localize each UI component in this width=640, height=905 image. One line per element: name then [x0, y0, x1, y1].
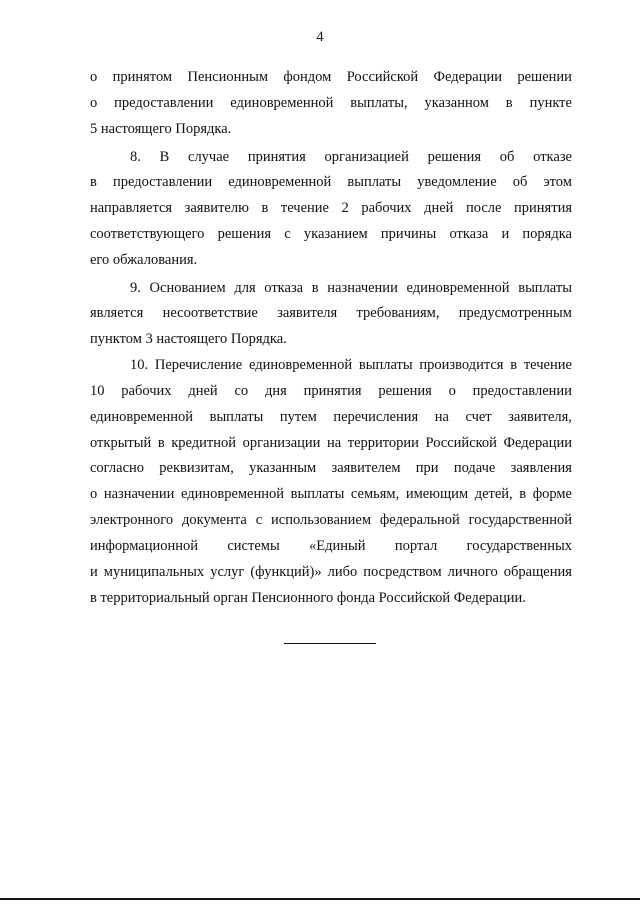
- word: течение: [523, 357, 572, 373]
- word: дня: [264, 383, 287, 399]
- word: организации: [242, 435, 321, 451]
- word: назначении: [327, 280, 398, 296]
- text-line: [90, 199, 572, 217]
- text-line: в территориальный орган Пенсионного фонда Российской Федерации.: [90, 590, 526, 606]
- word: несоответствие: [162, 305, 258, 321]
- word: заявления: [510, 460, 572, 476]
- text-line: [90, 563, 572, 581]
- word: решения: [217, 226, 272, 242]
- word: документа: [181, 512, 247, 528]
- word: принятия: [303, 383, 362, 399]
- word: либо: [327, 564, 358, 580]
- word: принятия: [247, 149, 306, 165]
- word: в: [157, 435, 165, 451]
- word: решения: [378, 383, 432, 399]
- word: имеющим: [405, 486, 469, 502]
- text-line: [90, 511, 572, 529]
- word: выплаты: [209, 409, 264, 425]
- text-line: 5 настоящего Порядка.: [90, 121, 232, 137]
- word: территории: [347, 435, 419, 451]
- text-line: [90, 304, 572, 322]
- text-line: [90, 68, 572, 86]
- word: В: [159, 149, 170, 165]
- word: личного: [447, 564, 498, 580]
- text-line: [90, 485, 572, 503]
- word: Пенсионным: [187, 69, 269, 85]
- word: предоставлении: [472, 383, 572, 399]
- word: детей,: [474, 486, 513, 502]
- word: течение: [280, 200, 329, 216]
- word: открытый: [90, 435, 152, 451]
- word: единовременной: [228, 174, 332, 190]
- word: является: [90, 305, 144, 321]
- word: в: [90, 174, 97, 190]
- text-line: [90, 225, 572, 243]
- word: предоставлении: [112, 174, 213, 190]
- word: организацией: [324, 149, 409, 165]
- word: и: [90, 564, 98, 580]
- word: перечисления: [333, 409, 419, 425]
- text-line: [90, 94, 572, 112]
- word: Федерации: [433, 69, 502, 85]
- word: выплаты: [518, 280, 572, 296]
- word: на: [434, 409, 449, 425]
- word: государственной: [468, 512, 572, 528]
- text-line: пунктом 3 настоящего Порядка.: [90, 331, 287, 347]
- word: портал: [394, 538, 438, 554]
- word: о: [448, 383, 456, 399]
- word: выплаты: [290, 486, 345, 502]
- word: заявителю: [184, 200, 249, 216]
- word: с: [255, 512, 263, 528]
- word: на: [326, 435, 342, 451]
- word: со: [234, 383, 249, 399]
- word: единовременной: [230, 95, 334, 111]
- word: заявителя,: [508, 409, 572, 425]
- word: обращения: [503, 564, 572, 580]
- word: причины: [380, 226, 437, 242]
- word: в: [519, 486, 527, 502]
- word: направляется: [90, 200, 173, 216]
- word: в: [261, 200, 269, 216]
- word: о: [90, 486, 98, 502]
- word: реквизитам,: [159, 460, 234, 476]
- word: производится: [419, 357, 504, 373]
- word: пункте: [529, 95, 572, 111]
- word: при: [415, 460, 439, 476]
- word: единовременной: [406, 280, 510, 296]
- word: единовременной: [90, 409, 194, 425]
- page-number: 4: [316, 29, 324, 45]
- word: Федерации: [503, 435, 572, 451]
- word: указанном: [424, 95, 489, 111]
- text-line: [130, 148, 572, 166]
- word: электронного: [90, 512, 174, 528]
- word: назначении: [103, 486, 175, 502]
- word: информационной: [90, 538, 199, 554]
- word: порядка: [522, 226, 572, 242]
- word: путем: [279, 409, 317, 425]
- word: рабочих: [361, 200, 412, 216]
- text-line: [130, 279, 572, 297]
- word: и: [501, 226, 510, 242]
- word: в: [510, 357, 518, 373]
- word: согласно: [90, 460, 145, 476]
- word: указанием: [303, 226, 368, 242]
- word: единовременной: [249, 357, 353, 373]
- word: о: [90, 95, 98, 111]
- word: для: [234, 280, 256, 296]
- word: в: [311, 280, 319, 296]
- word: выплаты,: [350, 95, 408, 111]
- text-line: его обжалования.: [90, 252, 198, 268]
- text-line: [90, 382, 572, 400]
- word: предоставлении: [114, 95, 214, 111]
- word: заявителя: [277, 305, 338, 321]
- word: 10: [90, 383, 105, 399]
- word: Основанием: [149, 280, 226, 296]
- text-line: [130, 356, 572, 374]
- page-bottom-edge: [0, 898, 640, 900]
- word: после: [466, 200, 502, 216]
- text-line: [90, 173, 572, 191]
- word: указанным: [249, 460, 317, 476]
- word: выплаты: [358, 357, 413, 373]
- text-line: [90, 537, 572, 555]
- separator-line: [284, 643, 376, 644]
- word: услуг: [210, 564, 245, 580]
- word: отказе: [533, 149, 572, 165]
- word: в: [505, 95, 513, 111]
- word: 8.: [130, 149, 141, 165]
- word: этом: [543, 174, 572, 190]
- word: об: [512, 174, 528, 190]
- word: федеральной: [379, 512, 460, 528]
- word: «Единый: [309, 538, 366, 554]
- word: фондом: [283, 69, 332, 85]
- word: подаче: [453, 460, 496, 476]
- word: о: [90, 69, 98, 85]
- word: 9.: [130, 280, 141, 296]
- word: решении: [517, 69, 572, 85]
- word: принятия: [514, 200, 572, 216]
- word: решения: [427, 149, 482, 165]
- word: об: [499, 149, 515, 165]
- word: принятом: [112, 69, 173, 85]
- word: государственных: [466, 538, 572, 554]
- word: отказа: [449, 226, 489, 242]
- word: заявителем: [331, 460, 401, 476]
- word: с: [284, 226, 291, 242]
- word: счет: [465, 409, 492, 425]
- word: дней: [188, 383, 218, 399]
- word: муниципальных: [103, 564, 205, 580]
- text-line: [90, 408, 572, 426]
- word: использованием: [271, 512, 372, 528]
- word: (функций)»: [250, 564, 322, 580]
- word: выплаты: [347, 174, 402, 190]
- word: рабочих: [121, 383, 172, 399]
- word: требованиям,: [356, 305, 440, 321]
- word: Российской: [346, 69, 419, 85]
- word: 10.: [130, 357, 149, 373]
- text-line: [90, 459, 572, 477]
- word: единовременной: [180, 486, 285, 502]
- word: 2: [341, 200, 349, 216]
- text-line: [90, 434, 572, 452]
- word: форме: [532, 486, 572, 502]
- word: кредитной: [171, 435, 237, 451]
- word: соответствующего: [90, 226, 205, 242]
- word: предусмотренным: [458, 305, 572, 321]
- word: дней: [424, 200, 454, 216]
- word: уведомление: [417, 174, 497, 190]
- word: семьям,: [350, 486, 400, 502]
- word: случае: [188, 149, 230, 165]
- word: системы: [227, 538, 280, 554]
- word: посредством: [363, 564, 442, 580]
- word: Перечисление: [154, 357, 243, 373]
- word: отказа: [264, 280, 304, 296]
- word: Российской: [425, 435, 497, 451]
